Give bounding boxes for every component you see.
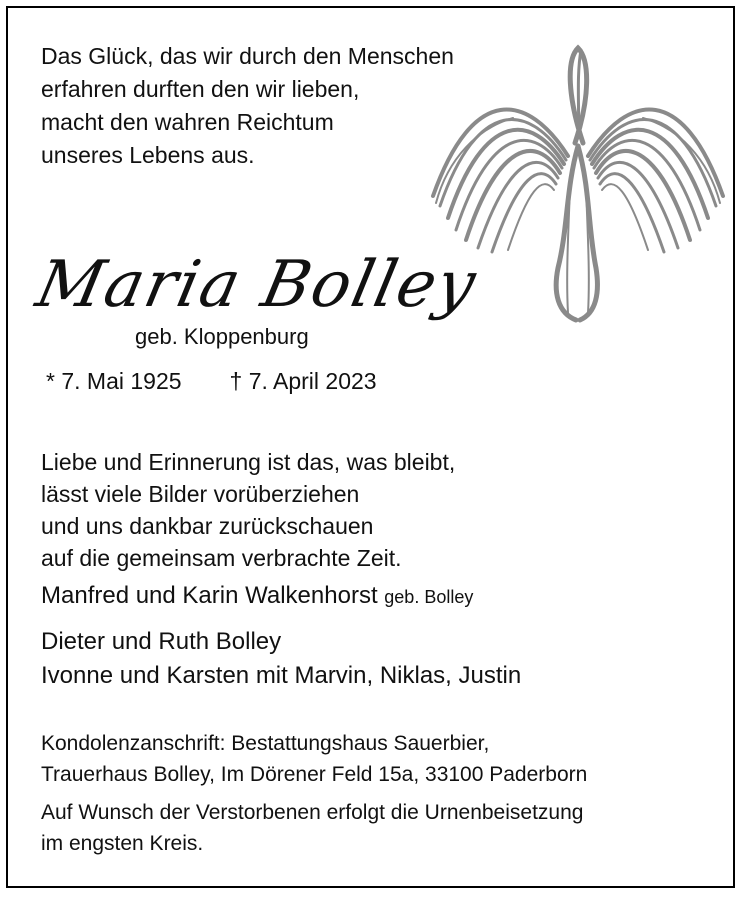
poem-text xyxy=(41,446,455,574)
quote-line: unseres Lebens aus. xyxy=(41,142,255,168)
poem-line: auf die gemeinsam verbrachte Zeit. xyxy=(41,545,402,571)
burial-note-line: im engsten Kreis. xyxy=(41,832,204,855)
quote-text xyxy=(41,40,454,172)
family-maiden-note: geb. Bolley xyxy=(384,587,474,607)
poem-line: und uns dankbar zurückschauen xyxy=(41,513,374,539)
maiden-name: geb. Kloppenburg xyxy=(135,324,309,349)
burial-note-line: Auf Wunsch der Verstorbenen erfolgt die Urnenbeisetzung xyxy=(41,801,584,824)
quote-line: Das Glück, das wir durch den Menschen xyxy=(41,43,454,69)
poem-line: Liebe und Erinnerung ist das, was bleibt, xyxy=(41,449,456,475)
family-line-3: Ivonne und Karsten mit Marvin, Niklas, Justin xyxy=(41,662,522,689)
family-line-1 xyxy=(41,582,473,610)
poem-line: lässt viele Bilder vorüberziehen xyxy=(41,481,360,507)
life-dates xyxy=(46,368,377,395)
family-line-2: Dieter und Ruth Bolley xyxy=(41,628,282,655)
condolence-line: Trauerhaus Bolley, Im Dörener Feld 15a, 33100 Paderborn xyxy=(41,763,588,786)
burial-note xyxy=(41,797,583,859)
condolence-address xyxy=(41,728,587,790)
birth-date: * 7. Mai 1925 xyxy=(46,368,182,394)
condolence-line: Kondolenzanschrift: Bestattungshaus Sauerbier, xyxy=(41,732,490,755)
family-lines xyxy=(41,625,521,693)
death-date: † 7. April 2023 xyxy=(229,368,377,394)
quote-line: erfahren durften den wir lieben, xyxy=(41,76,360,102)
family-names-1: Manfred und Karin Walkenhorst xyxy=(41,582,378,609)
deceased-name: Maria Bolley xyxy=(30,248,484,322)
quote-line: macht den wahren Reichtum xyxy=(41,109,334,135)
